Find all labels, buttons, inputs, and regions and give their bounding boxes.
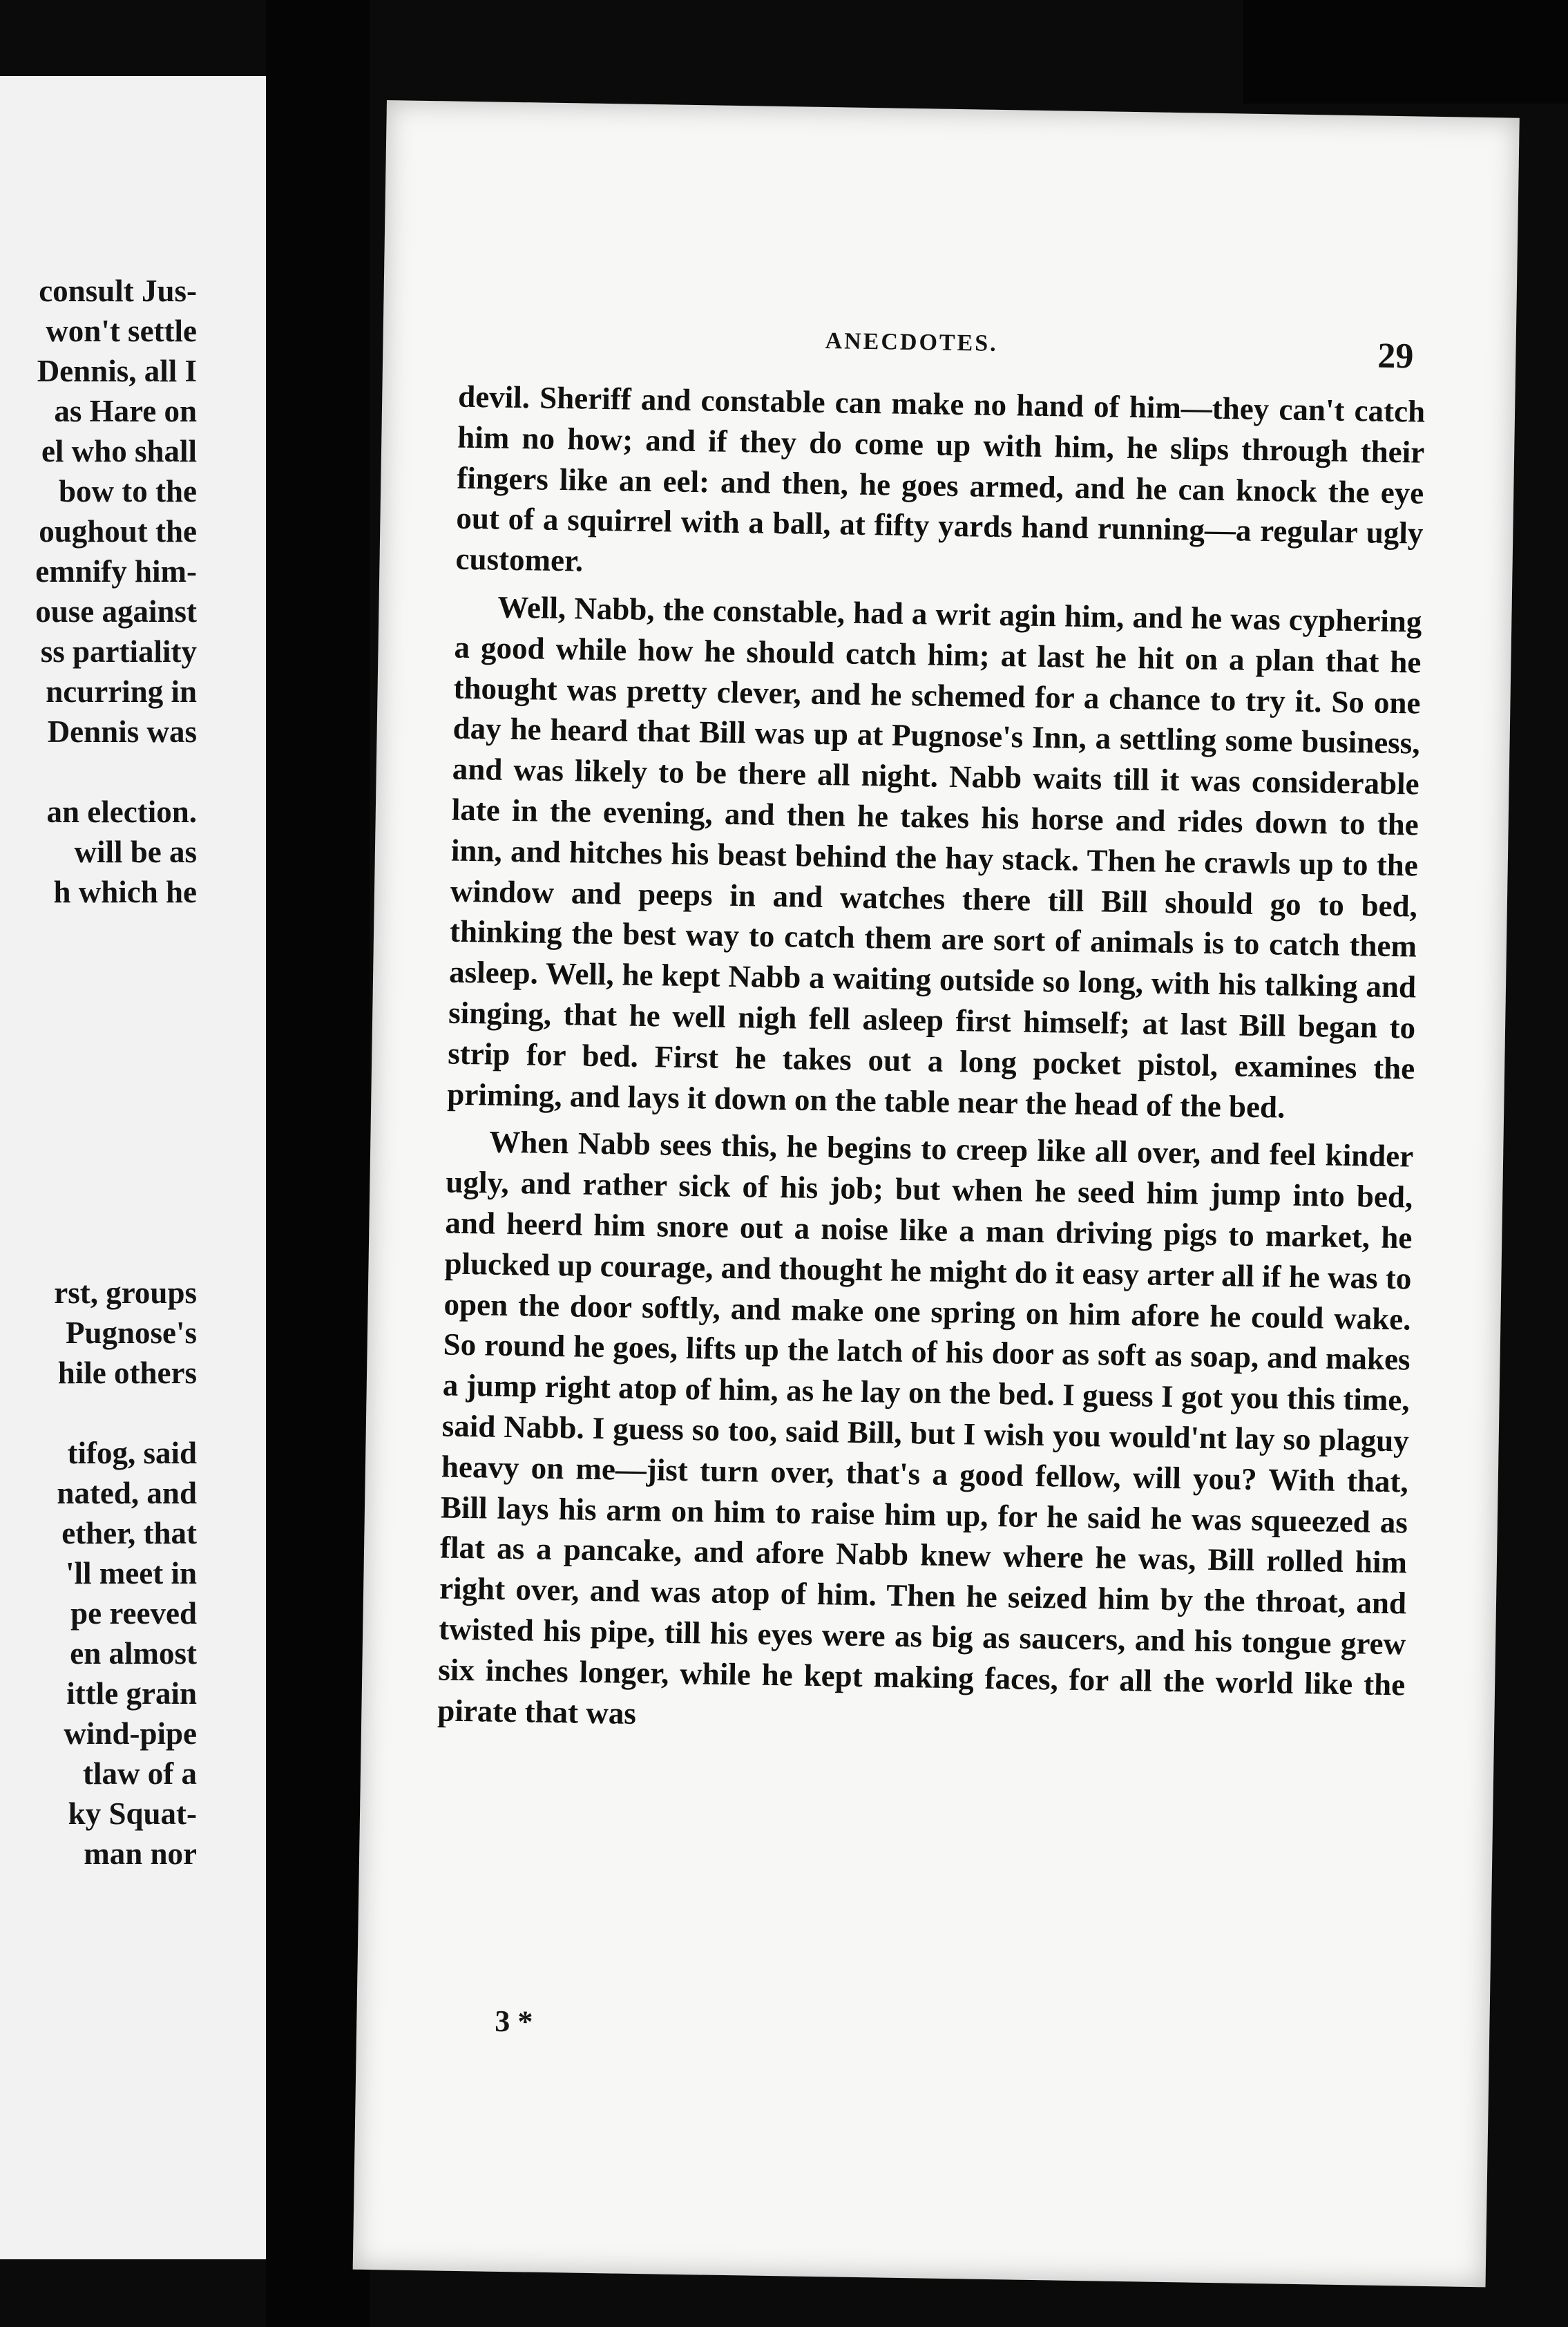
- left-page-line: oughout the: [39, 514, 197, 549]
- left-page-line: emnify him-: [35, 554, 197, 589]
- book-gutter: [266, 0, 370, 2327]
- left-page-line: tlaw of a: [83, 1756, 197, 1791]
- left-page-line: tifog, said: [67, 1436, 197, 1470]
- right-page: [353, 100, 1520, 2287]
- left-page-line: pe reeved: [70, 1596, 197, 1631]
- left-page-line: an election.: [46, 795, 197, 829]
- left-page-line: bow to the: [59, 474, 197, 509]
- left-page-line: will be as: [74, 835, 197, 869]
- left-page-line: ittle grain: [66, 1676, 197, 1711]
- paragraph: Well, Nabb, the constable, had a writ agin him, and he was cyphering a good while how he should catch him; at last he hit on a plan that he thought was pretty clever, and he schemed for a chance to try it. So one day he heard that Bill was up at Pugnose's Inn, a settling some business, and was likely to be there all night. Nabb waits till it was considerable late in the evening, and then he takes his horse and rides down to the inn, and hitches his beast behind the hay stack. Then he crawls up to the window and peeps in and watches there till Bill should go to bed, thinking the best way to catch them are sort of animals is to catch them asleep. Well, he kept Nabb a waiting outside so long, with his talking and singing, that he well nigh fell asleep first himself; at last Bill began to strip for bed. First he takes out a long pocket pistol, examines the priming, and lays it down on the table near the head of the bed.: [447, 589, 1422, 1125]
- body-text: [437, 377, 1426, 1746]
- left-page-line: wind-pipe: [64, 1716, 197, 1751]
- left-page-line: won't settle: [46, 314, 197, 348]
- left-page-line: ouse against: [35, 594, 197, 629]
- scan-artifact: [1243, 0, 1568, 104]
- running-head: ANECDOTES.: [825, 328, 998, 357]
- left-page-line: Pugnose's: [65, 1316, 197, 1350]
- left-page-line: en almost: [70, 1636, 197, 1671]
- paragraph: When Nabb sees this, he begins to creep like all over, and feel kinder ugly, and rather sick of his job; but when he seed him jump into bed, and heerd him snore out a noise like a man driving pigs to market, he plucked up courage, and thought he might do it easy arter all if he was to open the door softly, and make one spring on him afore he could wake. So round he goes, lifts up the latch of his door as soft as soap, and makes a jump right atop of him, as he lay on the bed. I guess I got you this time, said Nabb. I guess so too, said Bill, but I wish you would'nt lay so plaguy heavy on me—jist turn over, that's a good fellow, will you? With that, Bill lays his arm on him to raise him up, for he said he was squeezed as flat as a pancake, and afore Nabb knew where he was, Bill rolled him right over, and was atop of him. Then he seized him by the throat, and twisted his pipe, till his eyes were as big as saucers, and his tongue grew six inches longer, while he kept making faces, for all the world like the pirate that was: [437, 1124, 1414, 1731]
- left-page-line: ss partiality: [40, 634, 197, 669]
- left-page-line: 'll meet in: [66, 1556, 197, 1590]
- left-page-line: Dennis was: [47, 714, 197, 749]
- left-page-line: ky Squat-: [68, 1796, 197, 1831]
- left-page-line: ether, that: [61, 1516, 197, 1550]
- left-page-line: as Hare on: [54, 394, 197, 428]
- left-page-line: el who shall: [41, 434, 197, 468]
- left-page-line: h which he: [53, 875, 197, 909]
- left-page-line: hile others: [57, 1356, 197, 1390]
- left-page-line: rst, groups: [54, 1275, 197, 1310]
- left-page-line: man nor: [84, 1836, 197, 1871]
- left-page-line: nated, and: [57, 1476, 197, 1510]
- left-page-line: Dennis, all I: [37, 354, 197, 388]
- left-page-line: consult Jus-: [39, 274, 197, 308]
- signature-mark: 3 *: [494, 2004, 533, 2039]
- left-page-line: ncurring in: [46, 674, 197, 709]
- paragraph: devil. Sheriff and constable can make no hand of him—they can't catch him no how; and if they do come up with him, he slips through their fingers like an eel: and then, he goes armed, and he can knock the eye out of a squirrel with a ball, at fifty yards hand running—a regular ugly customer.: [455, 379, 1426, 578]
- page-number: 29: [1377, 336, 1414, 377]
